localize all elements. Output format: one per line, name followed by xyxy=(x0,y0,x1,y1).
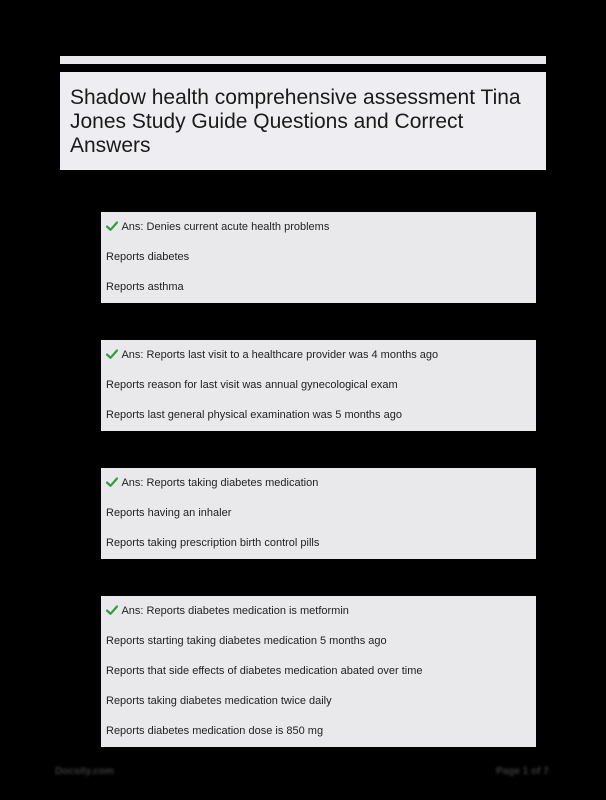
answer-text: Ans: Denies current acute health problems xyxy=(121,221,330,233)
option-item: Reports diabetes medication dose is 850 mg xyxy=(106,725,324,737)
option-item: Reports reason for last visit was annual gynecological exam xyxy=(106,379,398,391)
option-item: Reports diabetes xyxy=(106,251,190,263)
answer-text: Ans: Reports last visit to a healthcare provider was 4 months ago xyxy=(121,349,439,361)
check-icon xyxy=(106,349,118,359)
correct-answer xyxy=(101,341,536,371)
option-item: Reports starting taking diabetes medication 5 months ago xyxy=(106,635,387,647)
check-icon xyxy=(106,605,118,615)
correct-answer xyxy=(101,213,536,243)
option-item: Reports asthma xyxy=(106,281,184,293)
title-box xyxy=(60,72,546,170)
document-title: Shadow health comprehensive assessment Tina Jones Study Guide Questions and Correct Answers xyxy=(70,86,521,157)
question-block-3 xyxy=(101,468,536,559)
option-item: Reports taking prescription birth control pills xyxy=(106,537,320,549)
footer-site-link[interactable]: Docsity.com xyxy=(55,766,114,777)
question-block-2 xyxy=(101,340,536,431)
top-rule xyxy=(60,56,546,64)
footer-page-number: Page 1 of 7 xyxy=(496,766,549,777)
option-item: Reports last general physical examination was 5 months ago xyxy=(106,409,402,421)
question-block-4 xyxy=(101,596,536,747)
answer-text: Ans: Reports diabetes medication is metformin xyxy=(121,605,349,617)
option-item: Reports that side effects of diabetes medication abated over time xyxy=(106,665,423,677)
answer-text: Ans: Reports taking diabetes medication xyxy=(121,477,319,489)
question-block-1 xyxy=(101,212,536,303)
option-item: Reports having an inhaler xyxy=(106,507,232,519)
check-icon xyxy=(106,477,118,487)
option-item: Reports taking diabetes medication twice daily xyxy=(106,695,332,707)
correct-answer xyxy=(101,597,536,627)
check-icon xyxy=(106,221,118,231)
correct-answer xyxy=(101,469,536,499)
